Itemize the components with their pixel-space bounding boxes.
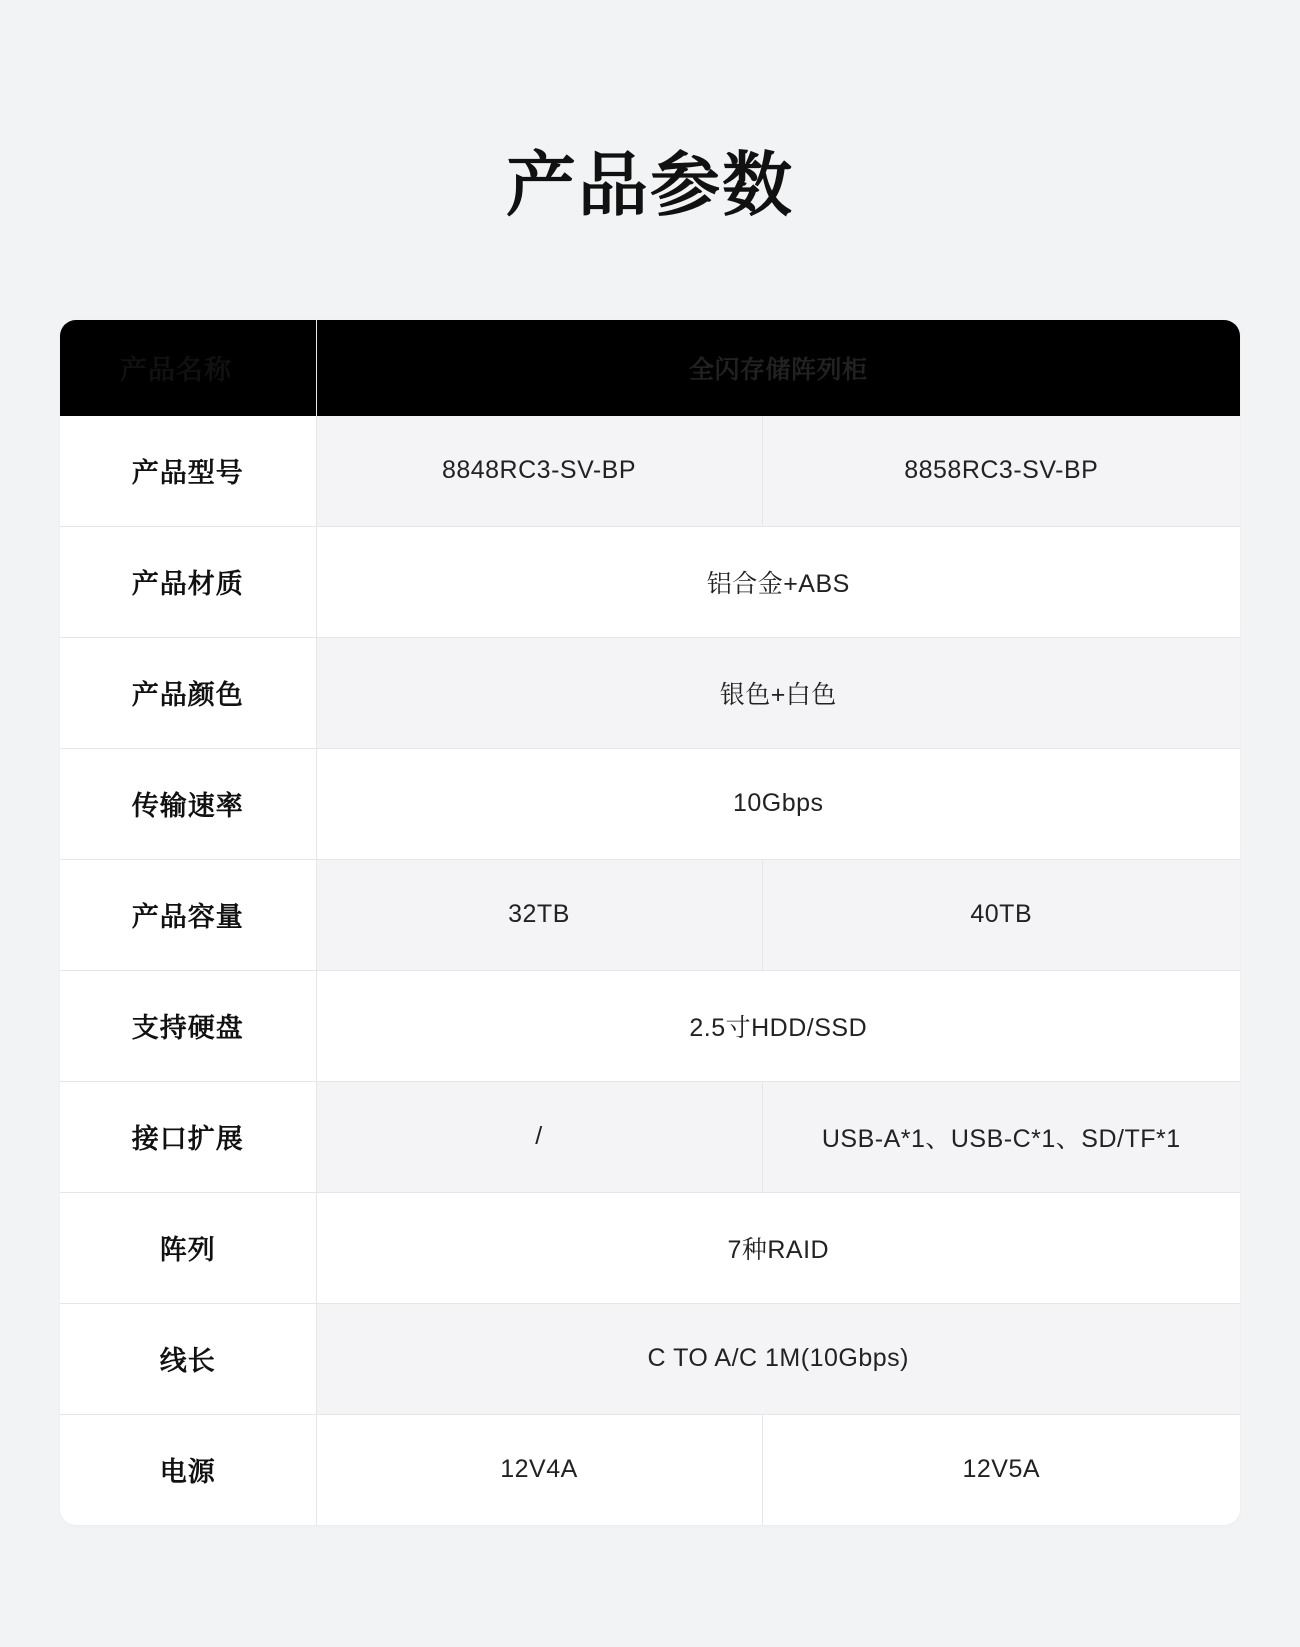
spec-table-card — [60, 320, 1240, 1525]
spec-label-cell: 产品容量 — [60, 859, 316, 970]
spec-label-cell: 阵列 — [60, 1192, 316, 1303]
spec-label-cell: 传输速率 — [60, 748, 316, 859]
table-row — [60, 748, 1240, 859]
table-row — [60, 637, 1240, 748]
spec-value-cell-shared: 铝合金+ABS — [316, 526, 1240, 637]
spec-value-cell-shared: 10Gbps — [316, 748, 1240, 859]
table-row — [60, 526, 1240, 637]
spec-value-cell-model-a: 8848RC3-SV-BP — [316, 416, 762, 527]
spec-value-cell-model-b: 8858RC3-SV-BP — [762, 416, 1240, 527]
spec-value-cell-shared: 银色+白色 — [316, 637, 1240, 748]
spec-value-cell-shared: 2.5寸HDD/SSD — [316, 970, 1240, 1081]
table-row — [60, 1192, 1240, 1303]
spec-value-cell-model-b: USB-A*1、USB-C*1、SD/TF*1 — [762, 1081, 1240, 1192]
spec-label-cell: 线长 — [60, 1303, 316, 1414]
table-row — [60, 1414, 1240, 1525]
table-row — [60, 1303, 1240, 1414]
spec-label-cell: 支持硬盘 — [60, 970, 316, 1081]
product-spec-table — [60, 320, 1240, 1525]
spec-label-cell: 电源 — [60, 1414, 316, 1525]
spec-value-cell-shared: C TO A/C 1M(10Gbps) — [316, 1303, 1240, 1414]
spec-value-cell-model-b: 12V5A — [962, 1455, 1041, 1484]
bottom-spacer — [0, 1525, 1300, 1635]
spec-value-cell-model-a: / — [316, 1081, 762, 1192]
page-title: 产品参数 — [506, 145, 794, 224]
table-header-row — [60, 320, 1240, 416]
spec-label-cell: 产品颜色 — [60, 637, 316, 748]
spec-label-cell: 产品材质 — [60, 526, 316, 637]
spec-value-cell-shared: 7种RAID — [316, 1192, 1240, 1303]
spec-sheet-page — [0, 47, 1300, 1647]
spec-value-cell-model-b: 40TB — [762, 859, 1240, 970]
table-row — [60, 859, 1240, 970]
spec-value-cell-model-a: 32TB — [316, 859, 762, 970]
table-row — [60, 970, 1240, 1081]
spec-label-cell: 接口扩展 — [60, 1081, 316, 1192]
spec-label-cell: 产品型号 — [60, 416, 316, 527]
spec-value-cell-model-a: 12V4A — [316, 1414, 762, 1525]
header-label-cell: 产品名称 — [60, 320, 316, 416]
table-row — [60, 1081, 1240, 1192]
table-row — [60, 416, 1240, 527]
header-value-cell: 全闪存储阵列柜 — [316, 320, 1240, 416]
